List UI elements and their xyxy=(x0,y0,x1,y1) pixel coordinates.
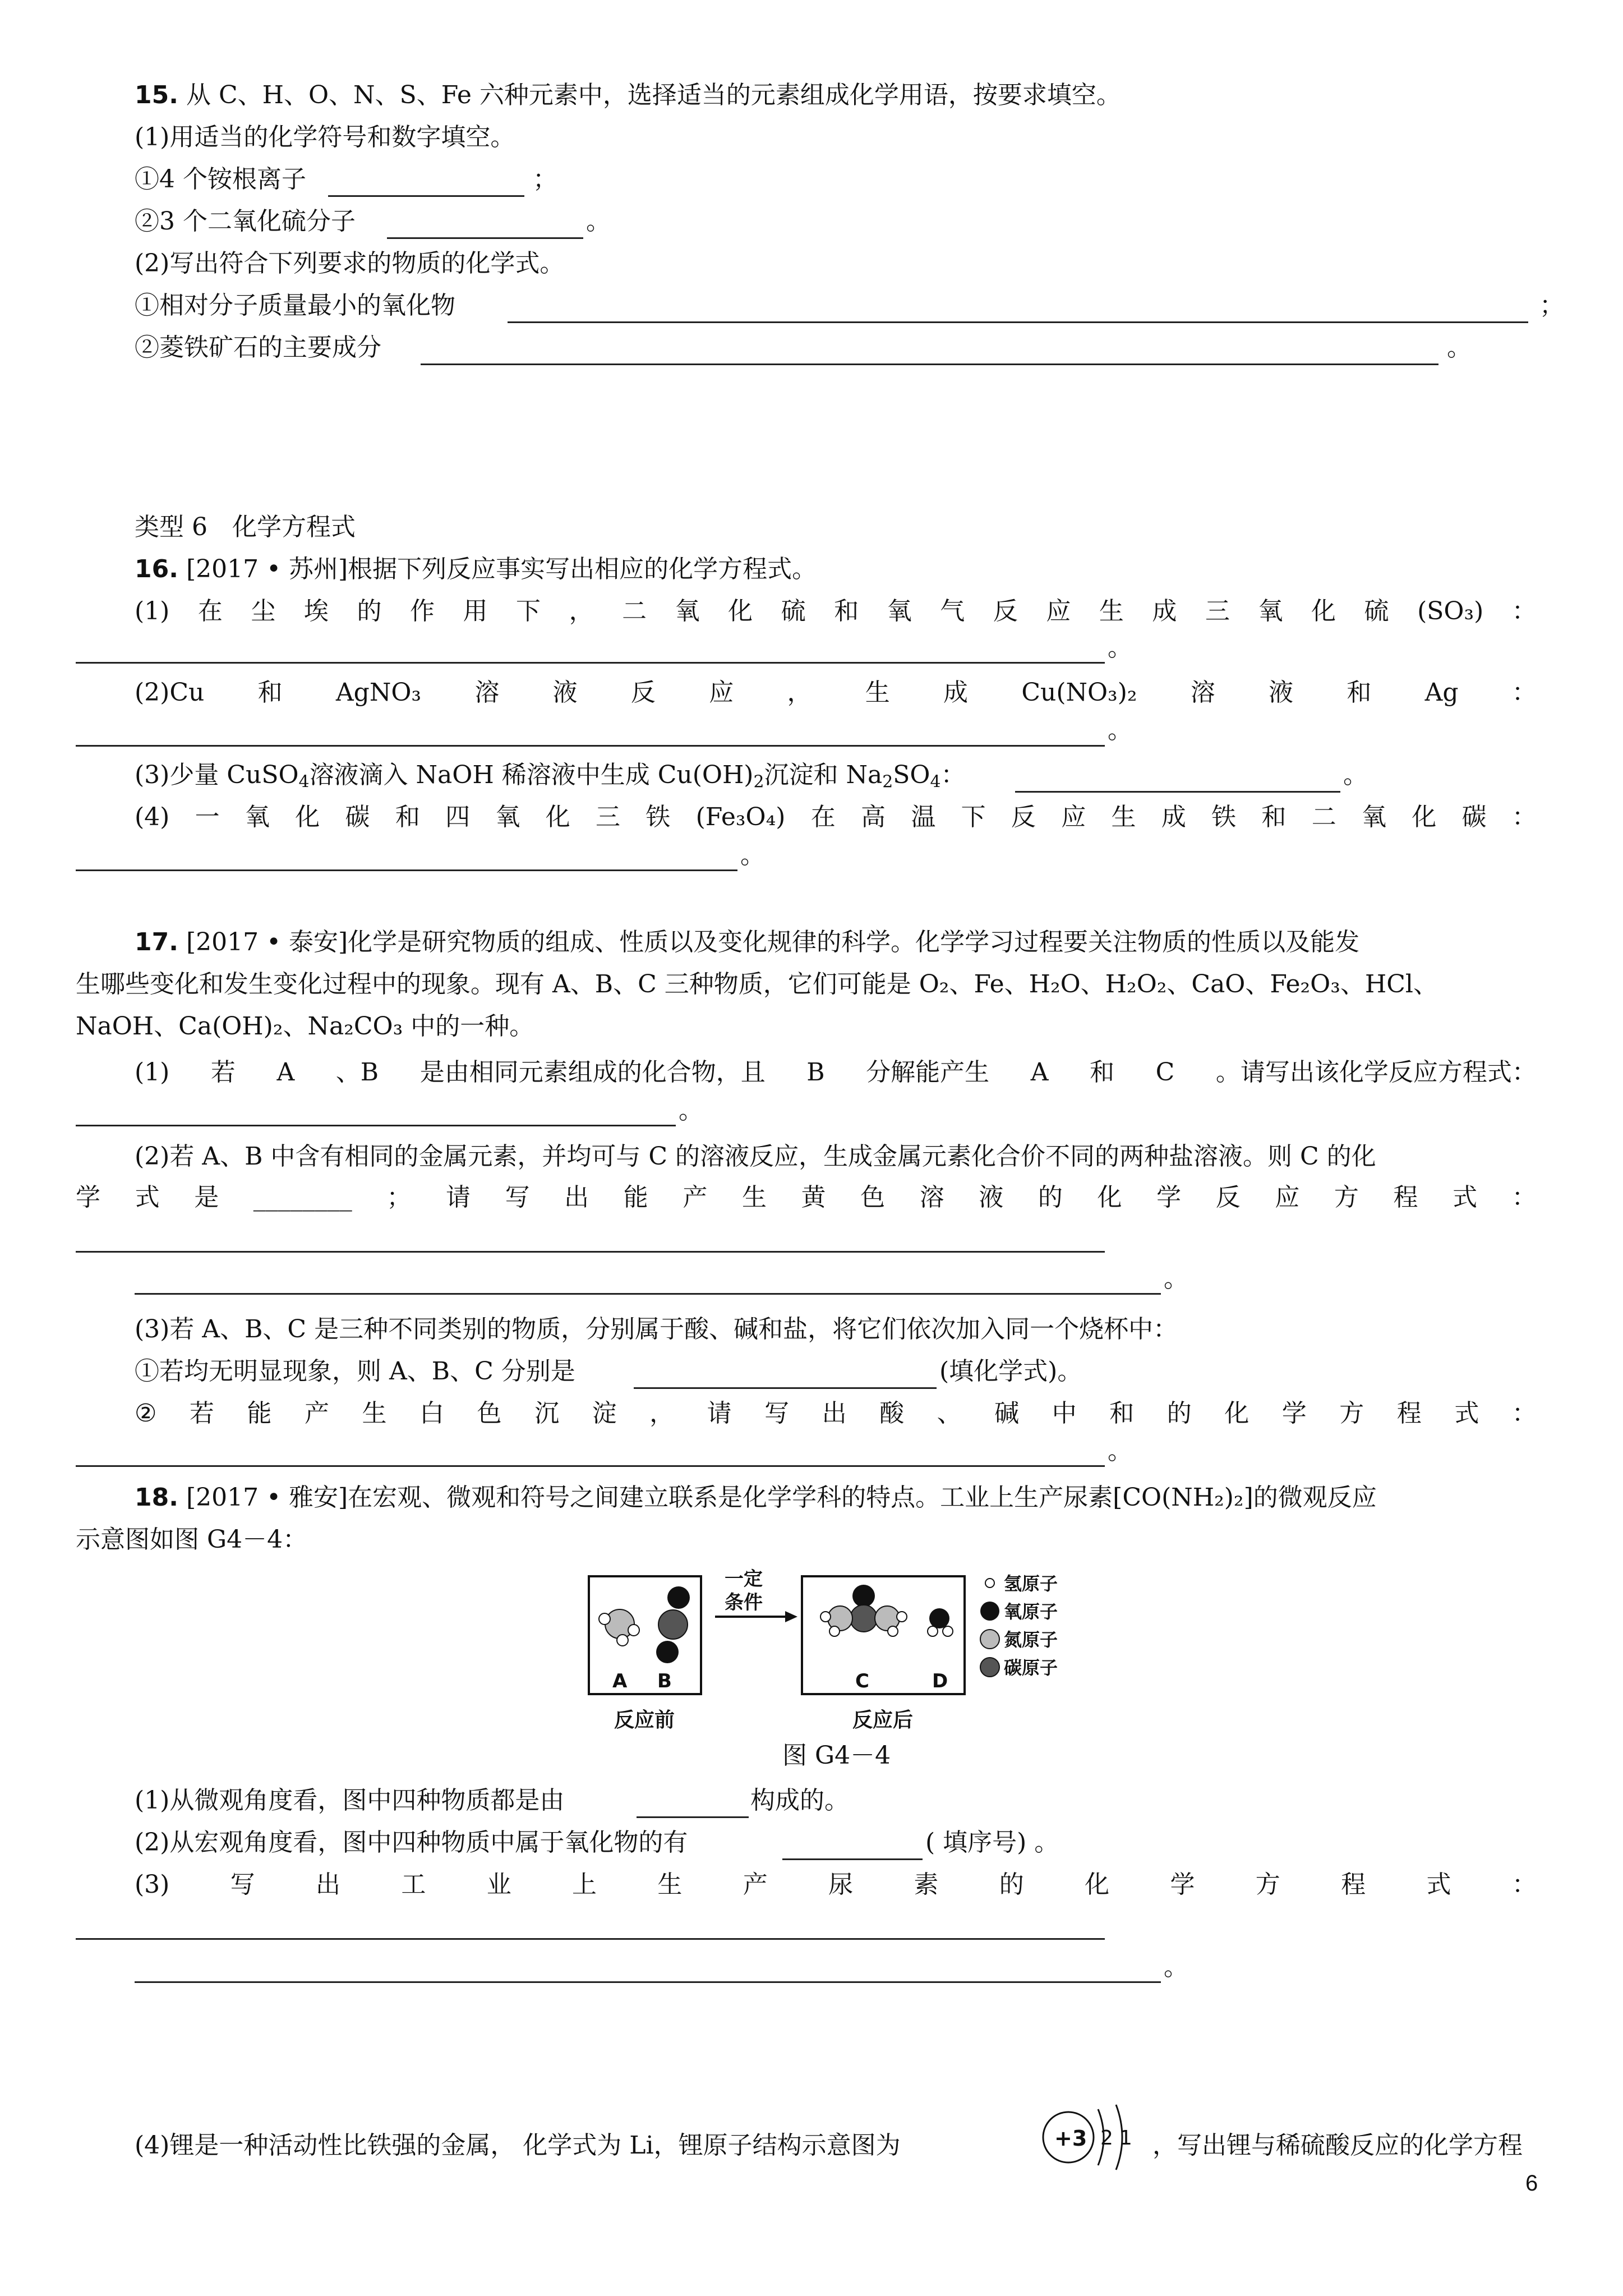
text-token: 氧 xyxy=(887,597,912,625)
text-token: 下 xyxy=(516,597,541,625)
text-token: 反 xyxy=(993,597,1018,625)
condition-top: 一定 xyxy=(725,1568,763,1590)
text-token: 产 xyxy=(305,1399,329,1428)
text-token: 业 xyxy=(486,1870,511,1899)
q18-heading xyxy=(135,1481,1377,1515)
text-token: 学 xyxy=(1156,1183,1182,1212)
legend-hydrogen-icon xyxy=(985,1579,994,1588)
text-token: 若 xyxy=(189,1399,214,1428)
q18-stem-line2: 示意图如图 G4－4： xyxy=(76,1525,308,1554)
text-token: 成 xyxy=(1152,597,1177,625)
answer-blank[interactable] xyxy=(76,1938,1105,1940)
question-number: 15. xyxy=(135,81,178,109)
text-token: (1) xyxy=(135,597,170,625)
text-token: 生 xyxy=(1099,597,1124,625)
punctuation: 。 xyxy=(1447,333,1472,362)
text-token: 和 xyxy=(395,803,420,831)
q17-stem-line2: 生哪些变化和发生变化过程中的现象。现有 A、B、C 三种物质，它们可能是 O₂、Fe、H₂O、H₂O₂、CaO、Fe₂O₃、HCl、 xyxy=(76,970,1438,999)
hydrogen-atom xyxy=(829,1626,840,1636)
text-token: 酸 xyxy=(879,1399,905,1428)
lithium-atom-structure xyxy=(1038,2092,1138,2182)
punctuation: 。 xyxy=(1164,1953,1188,1981)
text-token: 埃 xyxy=(303,597,329,625)
text-token: 生 xyxy=(657,1870,683,1899)
text-token: 在 xyxy=(197,597,223,625)
text-token: (2)Cu xyxy=(135,678,205,707)
text-token: 生 xyxy=(741,1183,767,1212)
text-token: 写 xyxy=(505,1183,530,1212)
text-token: 氧 xyxy=(1362,803,1386,831)
text-token: 下 xyxy=(961,803,986,831)
carbon-atom xyxy=(658,1610,688,1639)
hydrogen-atom xyxy=(820,1612,831,1622)
text-token: ， xyxy=(569,597,594,625)
text-token: (Fe₃O₄) xyxy=(695,803,786,831)
question-number: 18. xyxy=(135,1483,178,1512)
text-token: 方 xyxy=(1339,1399,1364,1428)
q18-part4-continued: ，写出锂与稀硫酸反应的化学方程 xyxy=(1152,2131,1523,2160)
text-token: 白 xyxy=(419,1399,445,1428)
text-token: 反 xyxy=(630,678,656,707)
legend-oxygen-icon xyxy=(980,1602,999,1621)
text-token: 生 xyxy=(1111,803,1136,831)
text-token: 式 xyxy=(1426,1870,1451,1899)
text-token: 碳 xyxy=(1461,803,1487,831)
text-token: ： xyxy=(1511,1870,1537,1899)
shell1-electrons: 2 xyxy=(1100,2127,1113,2150)
q17-stem-line3: NaOH、Ca(OH)₂、Na₂CO₃ 中的一种。 xyxy=(76,1012,534,1041)
text-token: 温 xyxy=(911,803,936,831)
text-token: AgNO₃ xyxy=(335,678,422,707)
text-token: 氧 xyxy=(675,597,700,625)
text-token: 氧 xyxy=(245,803,270,831)
q16-stem: [2017 • 苏州]根据下列反应事实写出相应的化学方程式。 xyxy=(186,555,817,583)
q15-part2: (2)写出符合下列要求的物质的化学式。 xyxy=(135,249,565,278)
text-token: 溶 xyxy=(474,678,500,707)
text-token: 淀 xyxy=(592,1399,617,1428)
text-token: 写 xyxy=(764,1399,790,1428)
carbon-atom xyxy=(850,1605,877,1632)
text-token: 和 xyxy=(1347,678,1372,707)
text-token: B xyxy=(806,1058,825,1087)
q16-part1 xyxy=(135,595,1537,628)
text-token: 高 xyxy=(861,803,886,831)
text-token: 碳 xyxy=(345,803,370,831)
text-token: 中 xyxy=(1052,1399,1077,1428)
text-token: 产 xyxy=(683,1183,708,1212)
q17-stem: [2017 • 泰安]化学是研究物质的组成、性质以及变化规律的科学。化学学习过程要关注物质的性质以及能发 xyxy=(186,928,1360,956)
legend-carbon: 碳原子 xyxy=(1004,1657,1058,1678)
label-c: C xyxy=(855,1670,869,1692)
q17-part3a: ①若均无明显现象，则 A、B、C 分别是 xyxy=(135,1357,575,1386)
legend-oxygen: 氧原子 xyxy=(1004,1601,1058,1622)
answer-blank[interactable] xyxy=(328,195,524,197)
label-d: D xyxy=(932,1670,948,1692)
text-token: 二 xyxy=(1311,803,1336,831)
text-token: ： xyxy=(1511,1183,1537,1212)
q18-part2: (2)从宏观角度看，图中四种物质中属于氧化物的有 xyxy=(135,1828,688,1857)
question-number: 16. xyxy=(135,555,178,583)
text-token: 化 xyxy=(1097,1183,1122,1212)
oxygen-atom xyxy=(656,1641,679,1663)
text-token: 素 xyxy=(914,1870,939,1899)
answer-blank[interactable] xyxy=(782,1858,923,1860)
punctuation: ； xyxy=(1539,291,1564,320)
text-token: 三 xyxy=(1205,597,1230,625)
text-token: 和 xyxy=(1109,1399,1135,1428)
text-token: 和 xyxy=(1090,1058,1115,1087)
text-token: 一 xyxy=(195,803,220,831)
answer-blank[interactable] xyxy=(508,321,1528,323)
answer-blank[interactable] xyxy=(76,1465,1105,1467)
condition-bottom: 条件 xyxy=(725,1591,763,1614)
text-token: 分解能产生 xyxy=(866,1058,990,1087)
answer-blank[interactable] xyxy=(135,1293,1161,1295)
punctuation: 。 xyxy=(1108,1437,1132,1465)
q15-part1: (1)用适当的化学符号和数字填空。 xyxy=(135,123,515,151)
text-token: 沉 xyxy=(534,1399,560,1428)
q15-part2b: ②菱铁矿石的主要成分 xyxy=(135,333,381,362)
text-token: 反 xyxy=(1011,803,1036,831)
text-token: 硫 xyxy=(781,597,806,625)
text-token: 是 xyxy=(194,1183,219,1212)
text-token: 上 xyxy=(572,1870,597,1899)
q17-part3: (3)若 A、B、C 是三种不同类别的物质，分别属于酸、碱和盐，将它们依次加入同一个烧杯中： xyxy=(135,1315,1178,1343)
punctuation: 。 xyxy=(1108,716,1132,744)
text-token: 程 xyxy=(1396,1399,1422,1428)
q18-part4: (4)锂是一种活动性比铁强的金属， 化学式为 Li，锂原子结构示意图为 xyxy=(135,2131,901,2160)
text-token: 在 xyxy=(810,803,836,831)
text-token: 化 xyxy=(1412,803,1437,831)
text-token: ， xyxy=(787,678,812,707)
text-token: 尘 xyxy=(251,597,276,625)
hydrogen-atom xyxy=(897,1612,907,1622)
q17-part3b xyxy=(135,1397,1537,1430)
figure-caption: 图 G4－4 xyxy=(782,1741,891,1770)
nuclear-charge: +3 xyxy=(1054,2126,1087,2151)
text-token: 四 xyxy=(445,803,471,831)
legend-carbon-icon xyxy=(980,1658,999,1677)
legend-nitrogen: 氮原子 xyxy=(1004,1629,1058,1650)
q16-part2 xyxy=(135,676,1537,710)
punctuation: 。 xyxy=(1108,633,1132,662)
text-token: ： xyxy=(1511,597,1537,625)
hydrogen-atom xyxy=(628,1625,639,1636)
answer-blank[interactable] xyxy=(76,869,737,871)
text-token: 用 xyxy=(463,597,488,625)
text-token: 溶 xyxy=(919,1183,944,1212)
text-token: 气 xyxy=(940,597,965,625)
text-token: 应 xyxy=(1275,1183,1300,1212)
punctuation: 。 xyxy=(1343,761,1368,789)
text-token: 氧 xyxy=(1258,597,1283,625)
section-title: 类型 6 化学方程式 xyxy=(135,513,356,541)
q17-part2-line2 xyxy=(76,1181,1537,1214)
q15-part1a: ①4 个铵根离子 xyxy=(135,165,306,194)
hydrogen-atom xyxy=(888,1626,898,1636)
punctuation: 。 xyxy=(1164,1264,1188,1293)
text-token: 出 xyxy=(316,1870,341,1899)
text-token: ， xyxy=(649,1399,675,1428)
punctuation: 。 xyxy=(586,207,611,236)
text-token: 黄 xyxy=(801,1183,826,1212)
q18-part1-end: 构成的。 xyxy=(750,1786,849,1815)
text-token: 和 xyxy=(257,678,283,707)
legend-hydrogen: 氢原子 xyxy=(1004,1573,1058,1594)
text-token: 色 xyxy=(860,1183,886,1212)
text-token: (3) xyxy=(135,1870,170,1899)
text-token: 式 xyxy=(135,1183,160,1212)
q16-part4 xyxy=(135,800,1537,834)
text-token: A xyxy=(1030,1058,1049,1087)
answer-blank[interactable] xyxy=(76,1125,676,1126)
text-token: 能 xyxy=(247,1399,272,1428)
text-token: 化 xyxy=(1085,1870,1110,1899)
text-token: 液 xyxy=(1269,678,1294,707)
oxygen-atom xyxy=(929,1608,949,1628)
text-token: 化 xyxy=(728,597,753,625)
text-token: 反 xyxy=(1215,1183,1241,1212)
text-token: 学 xyxy=(1170,1870,1195,1899)
text-token: 式 xyxy=(1453,1183,1478,1212)
answer-blank[interactable] xyxy=(76,662,1105,664)
punctuation: 。 xyxy=(679,1096,703,1125)
text-token: 液 xyxy=(552,678,578,707)
q18-part1: (1)从微观角度看，图中四种物质都是由 xyxy=(135,1786,565,1815)
text-token: 应 xyxy=(709,678,734,707)
text-token: 和 xyxy=(1261,803,1287,831)
text-token: 的 xyxy=(1038,1183,1063,1212)
text-token: 成 xyxy=(1161,803,1186,831)
text-token: 成 xyxy=(943,678,969,707)
text-token: 硫 xyxy=(1364,597,1389,625)
text-token: 的 xyxy=(357,597,382,625)
text-token: 学 xyxy=(76,1183,100,1212)
hydrogen-atom xyxy=(943,1626,953,1636)
q15-part1b: ②3 个二氧化硫分子 xyxy=(135,207,356,236)
text-token: 写 xyxy=(230,1870,255,1899)
text-token: (1) xyxy=(135,1058,170,1087)
label-b: B xyxy=(657,1670,672,1692)
text-token: (4) xyxy=(135,803,170,831)
text-token: 化 xyxy=(1224,1399,1249,1428)
q16-part3: (3)少量 CuSO$_4$溶液滴入 NaOH 稀溶液中生成 $Cu(OH)_2$沉淀和 $Na_2SO_4$： xyxy=(135,761,966,792)
answer-blank[interactable] xyxy=(76,1251,1105,1253)
oxygen-atom xyxy=(852,1585,875,1607)
text-token: 作 xyxy=(409,597,435,625)
text-token: 产 xyxy=(743,1870,768,1899)
text-token: 方 xyxy=(1334,1183,1359,1212)
text-token: 能 xyxy=(623,1183,648,1212)
text-token: 方 xyxy=(1255,1870,1280,1899)
punctuation: 。 xyxy=(740,841,765,869)
text-token: 请 xyxy=(445,1183,471,1212)
text-token: 液 xyxy=(979,1183,1004,1212)
text-token: 应 xyxy=(1061,803,1086,831)
text-token: 应 xyxy=(1046,597,1071,625)
text-token: 化 xyxy=(295,803,320,831)
text-token: 色 xyxy=(477,1399,502,1428)
question-number: 17. xyxy=(135,928,178,956)
hydrogen-atom xyxy=(928,1626,938,1636)
text-token: 铁 xyxy=(1211,803,1237,831)
text-token: ： xyxy=(1511,1399,1537,1428)
text-token: 工 xyxy=(401,1870,426,1899)
text-token: 三 xyxy=(596,803,620,831)
text-token: A xyxy=(276,1058,295,1087)
text-token: Ag xyxy=(1424,678,1459,707)
text-token: 式 xyxy=(1454,1399,1479,1428)
q15-heading xyxy=(135,79,1121,112)
text-token: 和 xyxy=(834,597,859,625)
shell2-electrons: 1 xyxy=(1119,2127,1132,2150)
q18-part3 xyxy=(135,1868,1537,1902)
text-token: ： xyxy=(1511,678,1537,707)
q18-stem: [2017 • 雅安]在宏观、微观和符号之间建立联系是化学学科的特点。工业上生产尿素[CO(NH₂)₂]的微观反应 xyxy=(186,1483,1377,1512)
text-token: 二 xyxy=(622,597,647,625)
arrowhead-icon xyxy=(785,1611,797,1622)
hydrogen-atom xyxy=(599,1613,610,1625)
text-token: 化 xyxy=(545,803,570,831)
q18-part2-end: ( 填序号) 。 xyxy=(925,1828,1059,1857)
text-token: 氧 xyxy=(495,803,520,831)
text-token: 的 xyxy=(1166,1399,1192,1428)
q16-heading xyxy=(135,553,817,586)
text-token: 铁 xyxy=(645,803,671,831)
caption-before: 反应前 xyxy=(614,1709,675,1732)
q17-part2: (2)若 A、B 中含有相同的金属元素，并均可与 C 的溶液反应，生成金属元素化合价不同的两种盐溶液。则 C 的化 xyxy=(135,1142,1376,1171)
answer-blank[interactable] xyxy=(76,745,1105,747)
answer-blank[interactable] xyxy=(1015,791,1340,793)
text-token: ② xyxy=(135,1399,157,1428)
text-token: 化 xyxy=(1311,597,1336,625)
text-token: 生 xyxy=(865,678,890,707)
text-token: 尿 xyxy=(828,1870,854,1899)
caption-after: 反应后 xyxy=(852,1709,914,1732)
text-token: 。请写出该化学反应方程式： xyxy=(1215,1058,1537,1087)
text-token: 程 xyxy=(1341,1870,1366,1899)
text-token: 生 xyxy=(362,1399,387,1428)
text-token: 请 xyxy=(707,1399,732,1428)
punctuation: ； xyxy=(533,165,557,194)
answer-blank[interactable] xyxy=(634,1387,937,1389)
q17-part3a-end: (填化学式)。 xyxy=(939,1357,1082,1386)
text-token: 、B xyxy=(335,1058,379,1087)
text-token: 学 xyxy=(1281,1399,1307,1428)
answer-blank[interactable] xyxy=(637,1816,749,1818)
q17-part1 xyxy=(135,1056,1537,1089)
text-token: 、 xyxy=(937,1399,962,1428)
answer-blank[interactable] xyxy=(421,364,1438,365)
text-token: 碱 xyxy=(994,1399,1020,1428)
text-token: 若 xyxy=(210,1058,236,1087)
text-token: 溶 xyxy=(1190,678,1215,707)
text-token: 程 xyxy=(1393,1183,1418,1212)
q15-stem: 从 C、H、O、N、S、Fe 六种元素中，选择适当的元素组成化学用语，按要求填空。 xyxy=(186,81,1121,109)
text-token: (SO₃) xyxy=(1417,597,1484,625)
legend-nitrogen-icon xyxy=(980,1630,999,1649)
text-token: 出 xyxy=(822,1399,847,1428)
text-token: ________ xyxy=(253,1183,352,1212)
answer-blank[interactable] xyxy=(135,1981,1161,1983)
text-token: 是由相同元素组成的化合物，且 xyxy=(419,1058,766,1087)
label-a: A xyxy=(612,1670,628,1692)
text-token: 出 xyxy=(564,1183,589,1212)
q15-part2a: ①相对分子质量最小的氧化物 xyxy=(135,291,455,320)
text-token: Cu(NO₃)₂ xyxy=(1021,678,1137,707)
text-token: C xyxy=(1155,1058,1175,1087)
page-number: 6 xyxy=(1525,2171,1538,2196)
oxygen-atom xyxy=(667,1586,690,1609)
answer-blank[interactable] xyxy=(387,237,583,239)
text-token: ； xyxy=(386,1183,412,1212)
hydrogen-atom xyxy=(617,1635,628,1646)
text-token: 的 xyxy=(999,1870,1024,1899)
q17-heading xyxy=(135,926,1359,959)
reaction-diagram xyxy=(578,1565,1105,1733)
text-token: ： xyxy=(1511,803,1537,831)
